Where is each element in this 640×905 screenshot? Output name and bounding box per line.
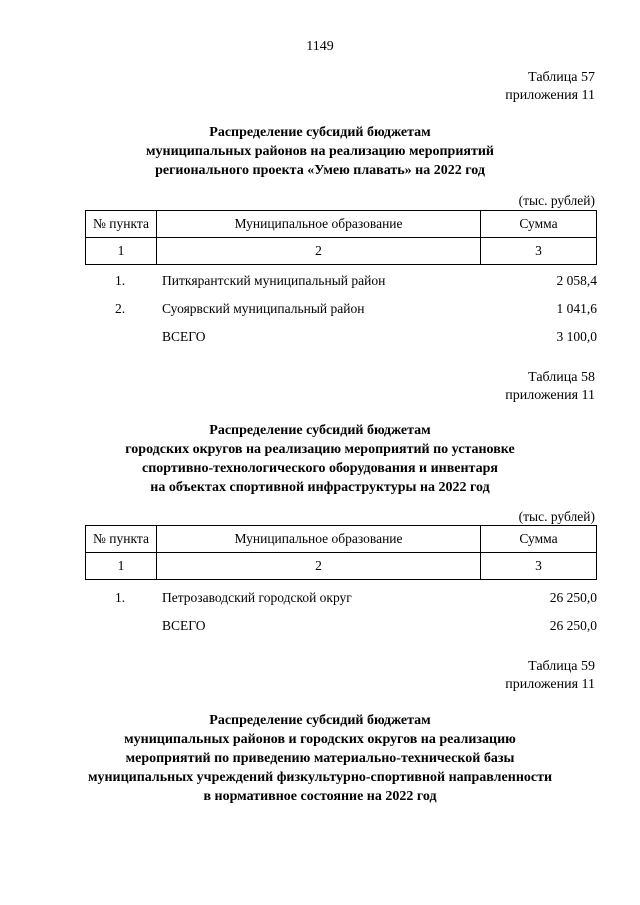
column-index: 3 (481, 238, 597, 265)
column-header-municipality: Муниципальное образование (157, 211, 481, 238)
title-line: на объектах спортивной инфраструктуры на 2022 год (150, 480, 490, 495)
row-total-sum: 3 100,0 (556, 329, 597, 344)
table-total-row (85, 329, 597, 349)
column-header-sum: Сумма (481, 211, 597, 238)
table-57-header (85, 210, 597, 265)
title-line: в нормативное состояние на 2022 год (203, 789, 437, 804)
title-line: городских округов на реализацию мероприятий по установке (125, 442, 515, 457)
column-index: 1 (86, 238, 157, 265)
table-row (85, 301, 597, 321)
page-number: 1149 (306, 39, 334, 54)
table-59-reference (505, 658, 595, 694)
column-index: 3 (481, 553, 597, 580)
title-line: мероприятий по приведению материально-технической базы (125, 751, 515, 766)
table-57-reference (505, 69, 595, 105)
title-line: Распределение субсидий бюджетам (209, 713, 431, 728)
row-sum: 1 041,6 (556, 301, 597, 316)
table-label: Таблица 58 (528, 370, 595, 385)
table-total-row (85, 618, 597, 638)
title-line: муниципальных районов и городских округов на реализацию (124, 732, 516, 747)
table-label: Таблица 57 (528, 70, 595, 85)
row-sum: 26 250,0 (549, 590, 597, 605)
column-header-sum: Сумма (481, 526, 597, 553)
table-58-header (85, 525, 597, 580)
title-line: муниципальных учреждений физкультурно-спортивной направленности (87, 770, 553, 785)
row-number: 1. (114, 590, 126, 605)
column-index: 2 (157, 553, 481, 580)
appendix-label: приложения 11 (505, 88, 595, 103)
row-total-label: ВСЕГО (162, 329, 206, 344)
row-total-label: ВСЕГО (162, 618, 206, 633)
row-municipality: Петрозаводский городской округ (162, 590, 352, 605)
title-line: регионального проекта «Умею плавать» на 2022 год (155, 163, 485, 178)
row-municipality: Суоярвский муниципальный район (162, 301, 365, 316)
column-index: 2 (157, 238, 481, 265)
table-58-reference (505, 369, 595, 405)
table-57-title (40, 123, 600, 180)
units-label: (тыс. рублей) (518, 509, 595, 524)
row-number: 1. (114, 273, 126, 288)
table-row (85, 590, 597, 610)
title-line: муниципальных районов на реализацию мероприятий (146, 144, 494, 159)
row-municipality: Питкярантский муниципальный район (162, 273, 386, 288)
row-number: 2. (114, 301, 126, 316)
row-sum: 2 058,4 (556, 273, 597, 288)
title-line: Распределение субсидий бюджетам (209, 125, 431, 140)
appendix-label: приложения 11 (505, 677, 595, 692)
table-58-title (40, 421, 600, 497)
title-line: спортивно-технологического оборудования и инвентаря (142, 461, 498, 476)
title-line: Распределение субсидий бюджетам (209, 423, 431, 438)
row-total-sum: 26 250,0 (549, 618, 597, 633)
appendix-label: приложения 11 (505, 388, 595, 403)
column-header-municipality: Муниципальное образование (157, 526, 481, 553)
table-59-title (40, 711, 600, 806)
table-label: Таблица 59 (528, 659, 595, 674)
column-header-number: № пункта (86, 211, 157, 238)
column-header-number: № пункта (86, 526, 157, 553)
column-index: 1 (86, 553, 157, 580)
units-label: (тыс. рублей) (518, 193, 595, 208)
table-row (85, 273, 597, 293)
